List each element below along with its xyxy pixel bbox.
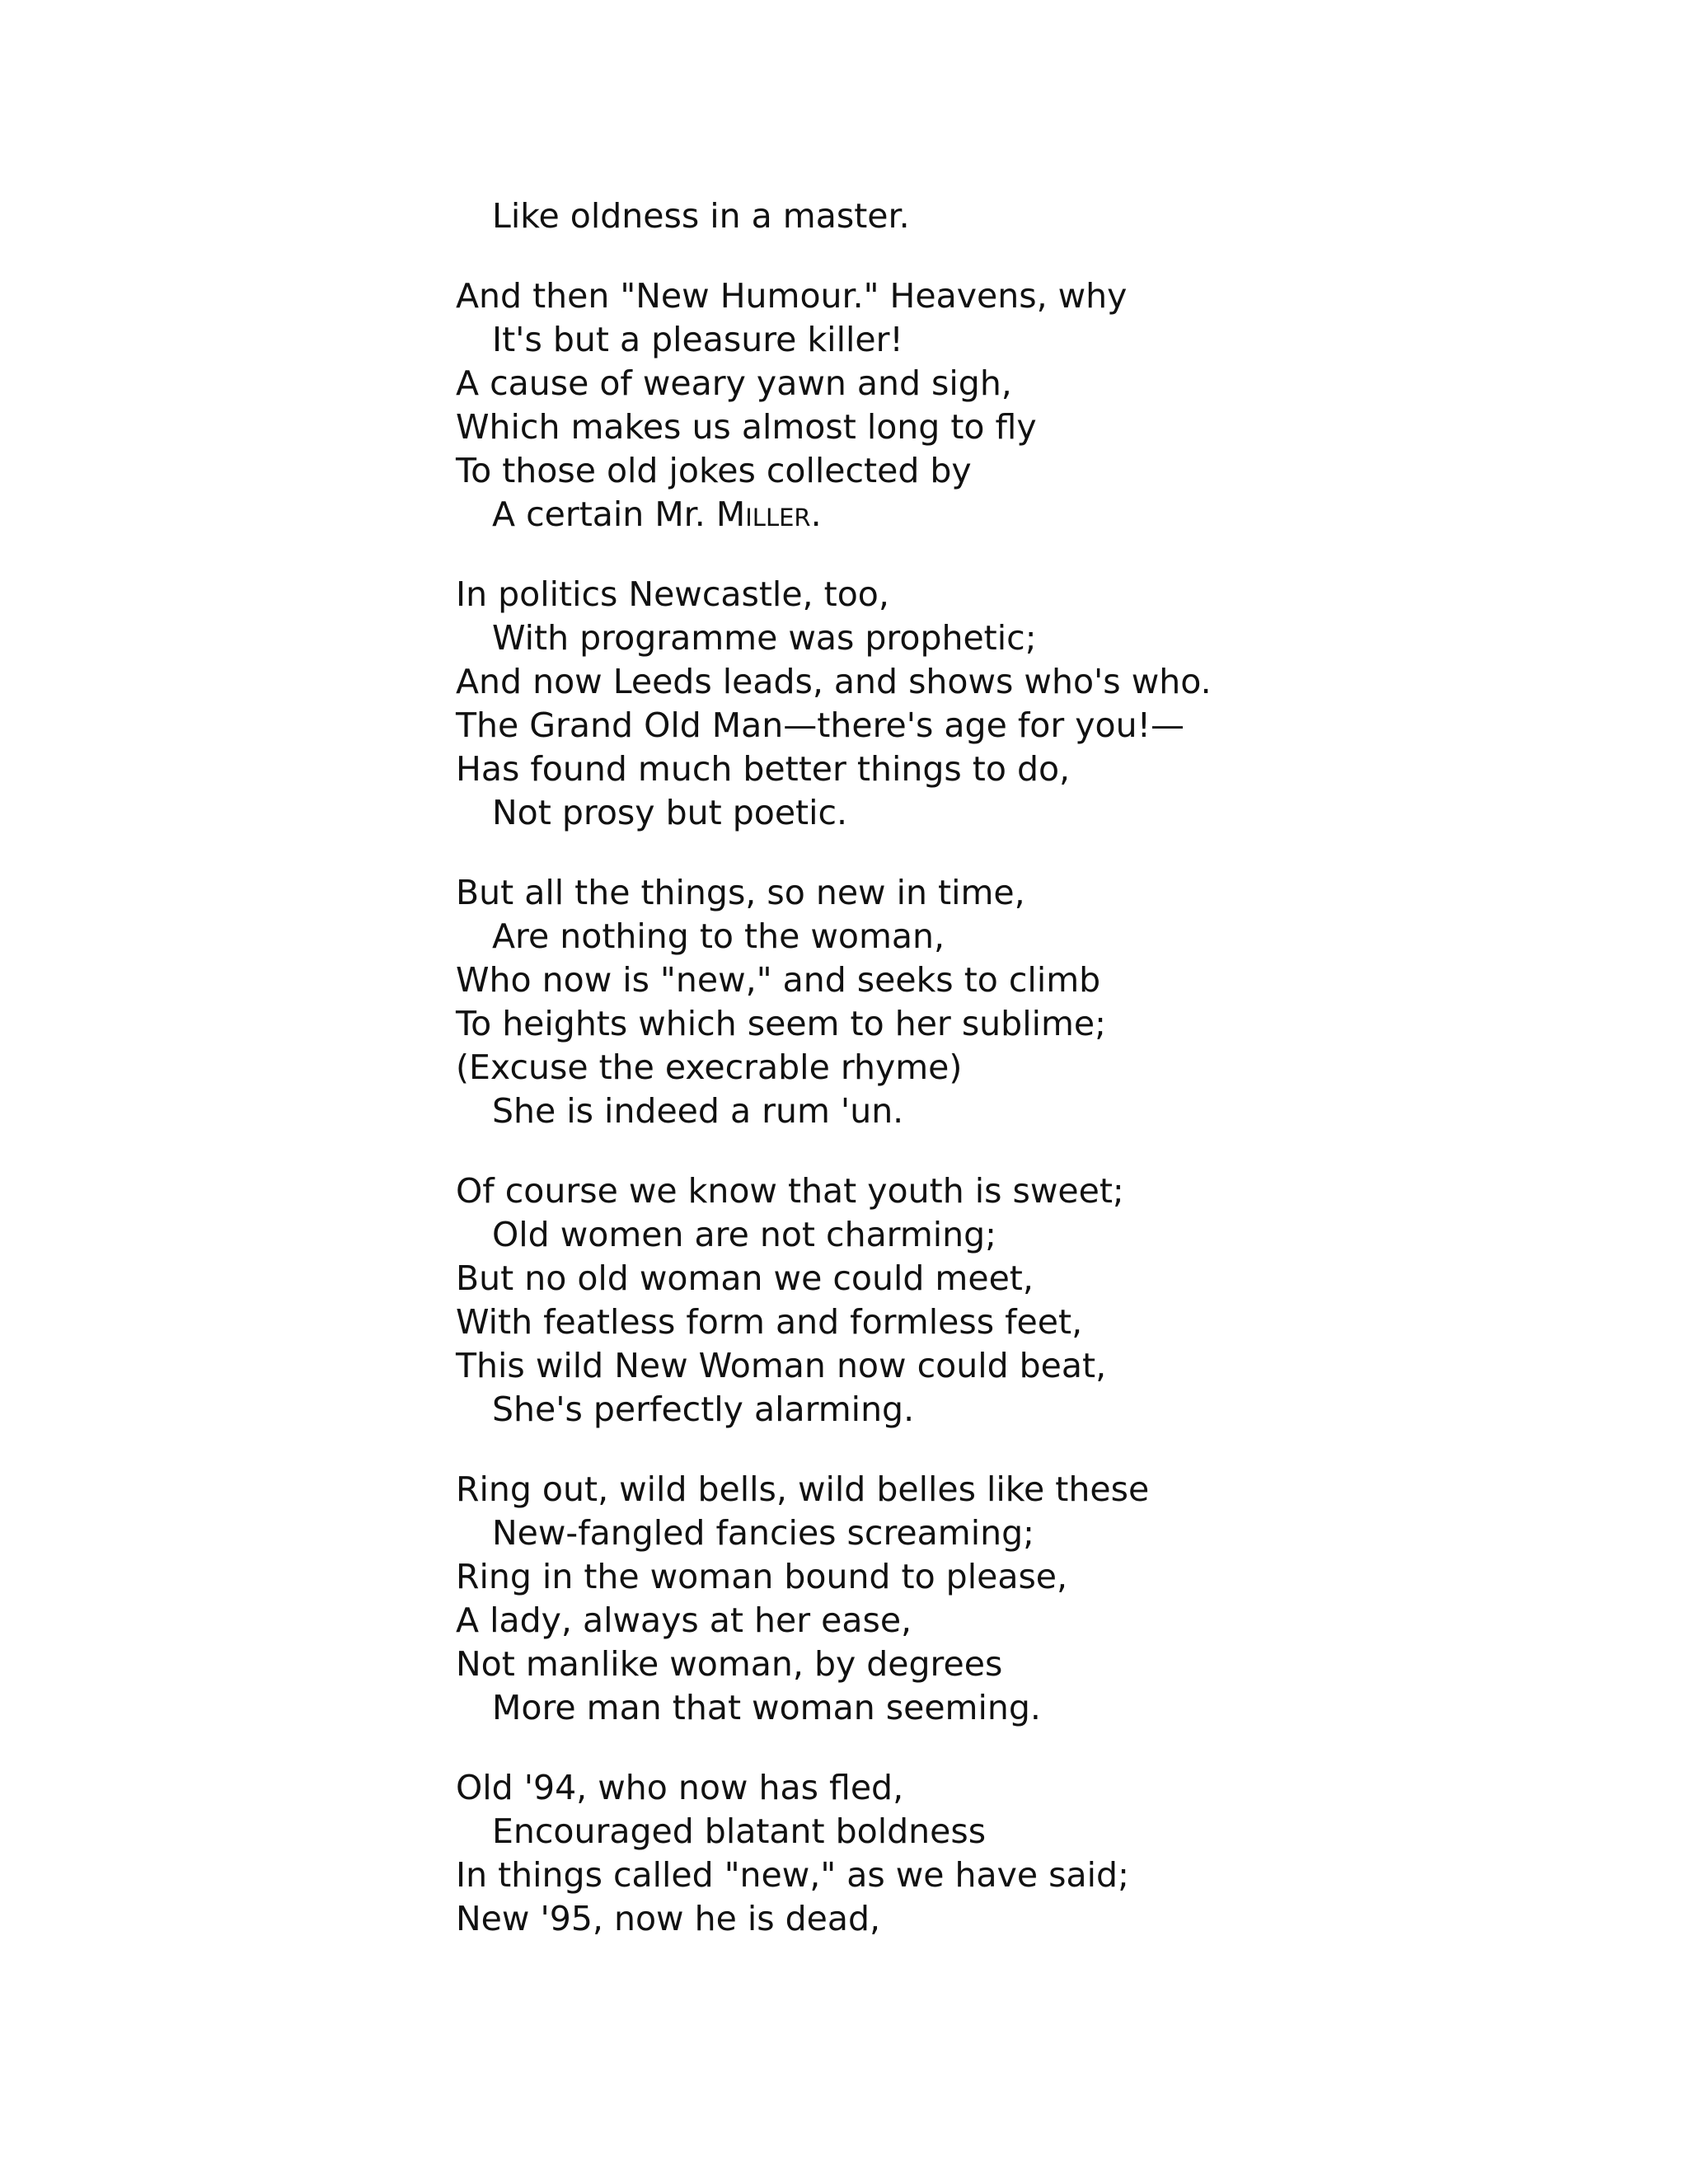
stanza (456, 573, 1527, 835)
stanza (456, 1766, 1527, 1941)
line-text: A lady, always at her ease, (456, 1601, 912, 1640)
poem-line (456, 1090, 1527, 1133)
poem-line (456, 362, 1527, 405)
poem-line (456, 318, 1527, 362)
poem-line (456, 616, 1527, 660)
poem-line (456, 1213, 1527, 1257)
line-text: She is indeed a rum 'un. (492, 1091, 904, 1131)
line-text: New '95, now he is dead, (456, 1899, 881, 1938)
line-text: With programme was prophetic; (492, 618, 1037, 658)
line-text: In things called "new," as we have said; (456, 1855, 1129, 1895)
line-text: Old '94, who now has fled, (456, 1768, 904, 1807)
line-text: Old women are not charming; (492, 1215, 996, 1254)
poem-line (456, 194, 1527, 238)
stanza (456, 274, 1527, 537)
line-text: To heights which seem to her sublime; (456, 1004, 1106, 1043)
poem-line (456, 1257, 1527, 1301)
poem-line (456, 1046, 1527, 1090)
name-smallcaps: Miller (715, 494, 811, 534)
poem-line (456, 1002, 1527, 1046)
poem-line (456, 573, 1527, 616)
line-text: It's but a pleasure killer! (492, 320, 903, 359)
line-text: Of course we know that youth is sweet; (456, 1171, 1124, 1211)
poem-line (456, 1766, 1527, 1810)
poem-line (456, 449, 1527, 493)
line-text: More man that woman seeming. (492, 1688, 1041, 1727)
line-text: With featless form and formless feet, (456, 1302, 1083, 1342)
poem-line (456, 1301, 1527, 1344)
line-text: New-fangled fancies screaming; (492, 1513, 1034, 1553)
poem-line (456, 704, 1527, 748)
line-text: Are nothing to the woman, (492, 916, 945, 956)
line-text: (Excuse the execrable rhyme) (456, 1047, 963, 1087)
line-text: Has found much better things to do, (456, 749, 1071, 789)
stanza (456, 194, 1527, 238)
line-text: To those old jokes collected by (456, 451, 972, 490)
poem-line (456, 274, 1527, 318)
poem-line (456, 1344, 1527, 1388)
poem-line (456, 1897, 1527, 1941)
stanza (456, 1169, 1527, 1432)
poem-line (456, 1388, 1527, 1432)
line-text: Like oldness in a master. (492, 196, 910, 236)
poem-line (456, 493, 1527, 537)
stanza (456, 871, 1527, 1133)
poem-line (456, 1686, 1527, 1730)
line-text: Not manlike woman, by degrees (456, 1644, 1003, 1684)
poem-line (456, 405, 1527, 449)
line-text: Encouraged blatant boldness (492, 1811, 987, 1851)
line-text: Not prosy but poetic. (492, 793, 848, 832)
poem-line (456, 1810, 1527, 1854)
line-punctuation: . (810, 494, 822, 534)
line-text: The Grand Old Man—there's age for you!— (456, 705, 1185, 745)
stanza (456, 1468, 1527, 1730)
line-text: In politics Newcastle, too, (456, 574, 889, 614)
poem-line (456, 660, 1527, 704)
poem-line (456, 958, 1527, 1002)
line-text: Ring out, wild bells, wild belles like these (456, 1469, 1150, 1509)
poem-line (456, 1555, 1527, 1599)
poem-line (456, 1599, 1527, 1643)
poem-line (456, 1643, 1527, 1686)
line-text: A certain Mr. (492, 494, 716, 534)
line-text: Who now is "new," and seeks to climb (456, 960, 1101, 1000)
line-text: But all the things, so new in time, (456, 873, 1025, 912)
poem-line (456, 1468, 1527, 1511)
line-text: And now Leeds leads, and shows who's who. (456, 662, 1212, 701)
poem-line (456, 748, 1527, 791)
poem-line (456, 871, 1527, 915)
poem-line (456, 1511, 1527, 1555)
poem-line (456, 1854, 1527, 1897)
line-text: Ring in the woman bound to please, (456, 1557, 1068, 1596)
poem-line (456, 791, 1527, 835)
line-text: But no old woman we could meet, (456, 1258, 1034, 1298)
line-text: This wild New Woman now could beat, (456, 1346, 1107, 1385)
poem-line (456, 1169, 1527, 1213)
line-text: Which makes us almost long to fly (456, 407, 1037, 447)
line-text: A cause of weary yawn and sigh, (456, 363, 1012, 403)
poem-body (456, 194, 1527, 1977)
line-text: She's perfectly alarming. (492, 1390, 915, 1429)
poem-line (456, 915, 1527, 958)
line-text: And then "New Humour." Heavens, why (456, 276, 1128, 316)
